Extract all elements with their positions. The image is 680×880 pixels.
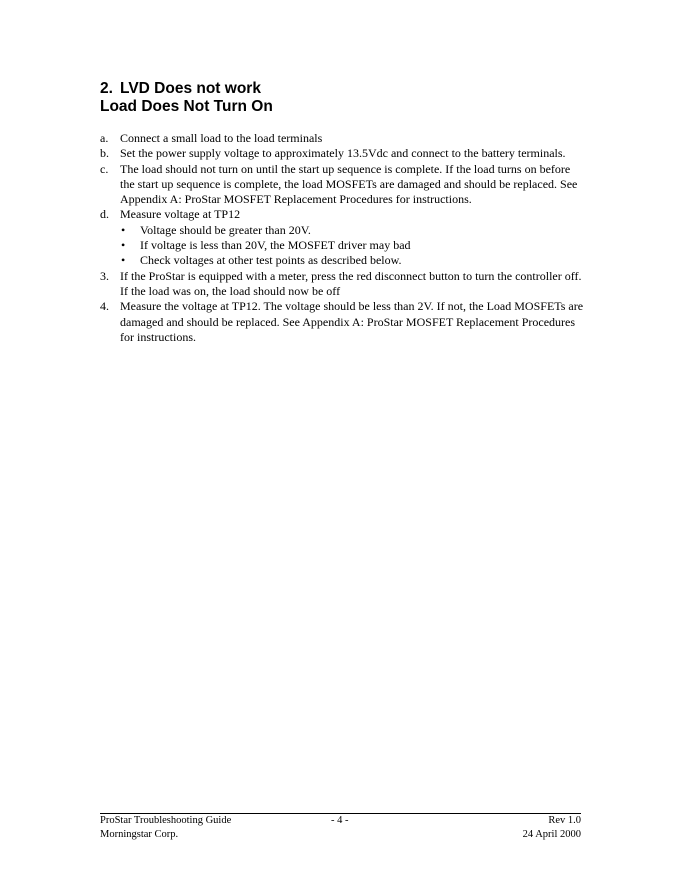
footer-revision: Rev 1.0 (548, 815, 581, 826)
list-marker: 3. (100, 268, 109, 283)
section-number: 2. (100, 80, 113, 97)
bullet-item (100, 238, 585, 253)
bullet-text: If voltage is less than 20V, the MOSFET driver may bad (140, 238, 411, 253)
list-item-text: Connect a small load to the load terminals (120, 131, 323, 145)
list-item-text: Set the power supply voltage to approximately 13.5Vdc and connect to the battery terminals. (120, 146, 566, 161)
list-item (100, 207, 585, 222)
list-marker: b. (100, 146, 109, 161)
footer-doc-title: ProStar Troubleshooting Guide (100, 815, 232, 826)
section-title-line (100, 80, 273, 98)
list-item (100, 131, 585, 146)
bullet-item (100, 223, 585, 238)
bullet-item (100, 253, 585, 268)
list-item-text: Measure voltage at TP12 (120, 207, 241, 222)
section-title: LVD Does not work (120, 80, 261, 97)
footer-page-number: - 4 - (331, 815, 349, 826)
bullet-text: Check voltages at other test points as described below. (140, 253, 402, 268)
footer-row-2 (100, 828, 581, 842)
footer-row-1 (100, 814, 581, 828)
footer-date: 24 April 2000 (522, 829, 581, 840)
list-item-text: If the ProStar is equipped with a meter, press the red disconnect button to turn the controller off. If the load was on, the load should now be off (120, 268, 582, 298)
page-footer (100, 813, 581, 842)
bullet-icon: • (121, 253, 126, 268)
section-subtitle: Load Does Not Turn On (100, 98, 273, 115)
procedure-list (100, 131, 585, 345)
list-item (100, 162, 585, 208)
list-marker: 4. (100, 299, 109, 314)
list-item-text: Measure the voltage at TP12. The voltage should be less than 2V. If not, the Load MOSFETs are damaged and should be replaced. See Appendix A: ProStar MOSFET Replacement Procedures for instructions. (120, 299, 584, 344)
list-marker: a. (100, 131, 109, 145)
footer-company: Morningstar Corp. (100, 829, 179, 840)
list-item (100, 299, 585, 345)
section-heading (100, 80, 273, 116)
bullet-icon: • (121, 222, 126, 237)
list-marker: d. (100, 207, 109, 222)
bullet-icon: • (121, 238, 126, 253)
list-item (100, 146, 585, 161)
list-item (100, 269, 585, 300)
list-marker: c. (100, 161, 109, 176)
bullet-text: Voltage should be greater than 20V. (140, 222, 311, 237)
list-item-text: The load should not turn on until the start up sequence is complete. If the load turns on before the start up sequence is complete, the load MOSFETs are damaged and should be replaced. See Appendix A: ProStar MOSFET Replacement Procedures for instructions. (120, 161, 578, 207)
